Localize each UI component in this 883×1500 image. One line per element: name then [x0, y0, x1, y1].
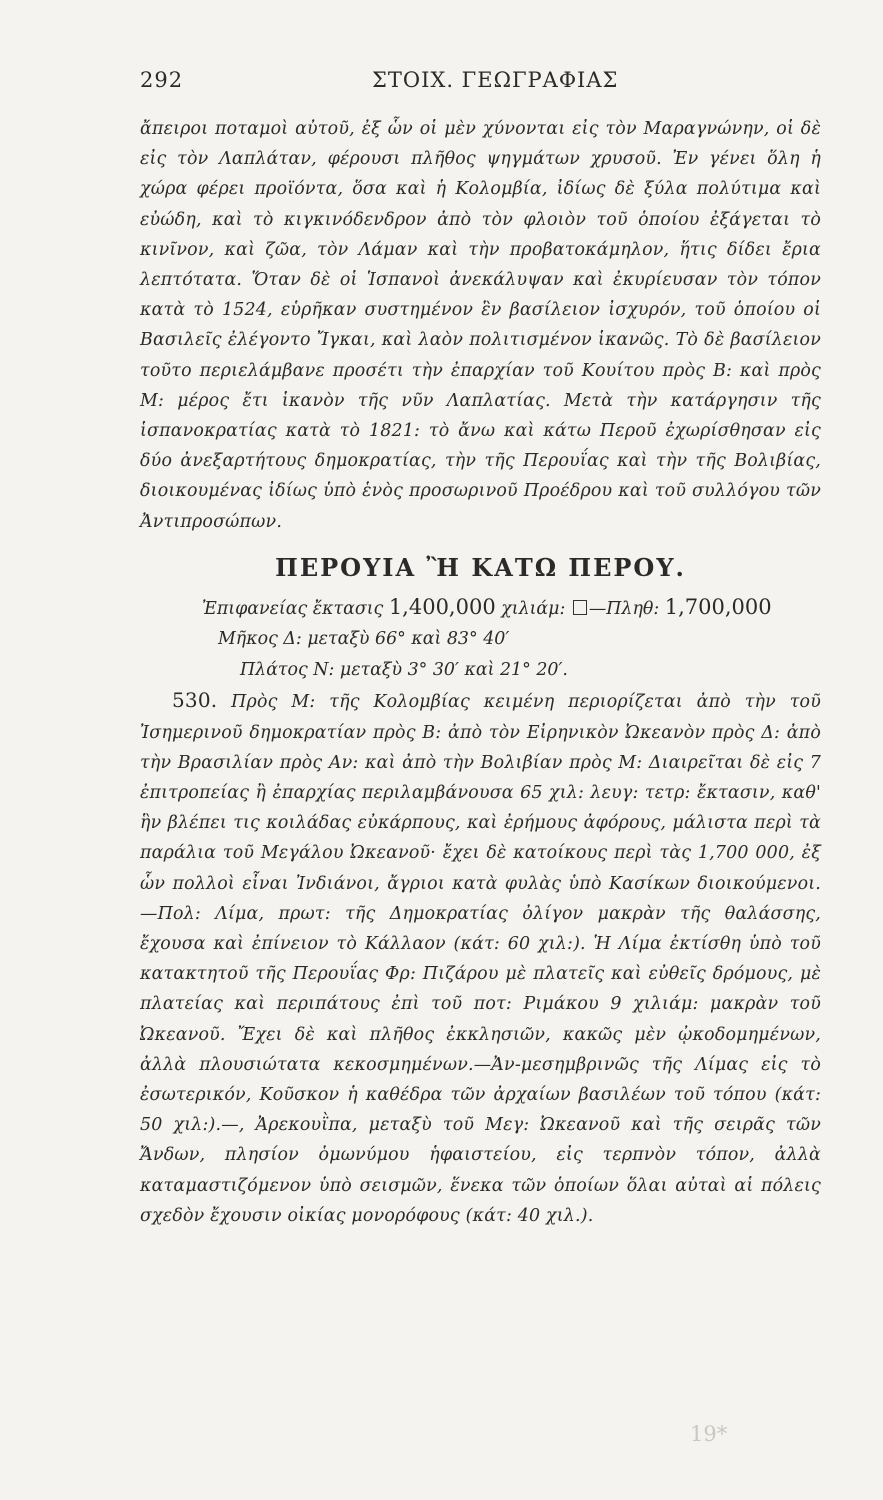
longitude-label: Μῆκος Δ: μεταξὺ [218, 629, 370, 650]
page-header [140, 68, 821, 92]
page-number: 292 [140, 68, 184, 92]
latitude-value: 3° 30′ καὶ 21° 20′. [407, 659, 568, 680]
area-value: 1,400,000 [388, 594, 496, 619]
square-symbol-icon [573, 600, 587, 615]
paragraph-2-number: 530. [172, 688, 218, 713]
population-label: —Πληθ: [588, 598, 660, 619]
stats-latitude-row [140, 655, 821, 686]
paragraph-1: ἄπειροι ποταμοὶ αὐτοῦ, ἐξ ὧν οἱ μὲν χύνονται εἰς τὸν Μαραγνώνην, οἱ δὲ εἰς τὸν Λαπλάταν, φέρουσι πλῆθος ψηγμάτων χρυσοῦ. Ἐν γένει ὅλη ἡ χώρα φέρει προϊόντα, ὅσα καὶ ἡ Κολομβία, ἰδίως δὲ ξύλα πολύτιμα καὶ εὐώδη, καὶ τὸ κιγκινόδενδρον ἀπὸ τὸν φλοιὸν τοῦ ὁποίου ἐξάγεται τὸ κινῖνον, καὶ ζῶα, τὸν Λάμαν καὶ τὴν προβατοκάμηλον, ἥτις δίδει ἔρια λεπτότατα. Ὅταν δὲ οἱ Ἱσπανοὶ ἀνεκάλυψαν καὶ ἐκυρίευσαν τὸν τόπον κατὰ τὸ 1524, εὑρῆκαν συστημένον ἓν βασίλειον ἰσχυρόν, τοῦ ὁποίου οἱ Βασιλεῖς ἐλέγοντο Ἴγκαι, καὶ λαὸν πολιτισμένον ἱκανῶς. Τὸ δὲ βασίλειον τοῦτο περιελάμβανε προσέτι τὴν ἐπαρχίαν τοῦ Κουίτου πρὸς Β: καὶ πρὸς Μ: μέρος ἔτι ἱκανὸν τῆς νῦν Λαπλατίας. Μετὰ τὴν κατάργησιν τῆς ἱσπανοκρατίας κατὰ τὸ 1821: τὸ ἄνω καὶ κάτω Περοῦ ἐχωρίσθησαν εἰς δύο ἀνεξαρτήτους δημοκρατίας, τὴν τῆς Περουΐας καὶ τὴν τῆς Βολιβίας, διοικουμένας ἰδίως ὑπὸ ἑνὸς προσωρινοῦ Προέδρου καὶ τοῦ συλλόγου τῶν Ἀντιπροσώπων. [140, 119, 821, 532]
country-stats [140, 592, 821, 686]
population-value: 1,700,000 [664, 594, 772, 619]
section-title: ΠΕΡΟΥΙΑ Ἢ ΚΑΤΩ ΠΕΡΟΥ. [275, 552, 686, 582]
stats-longitude-row [140, 624, 821, 655]
stats-area-row [140, 592, 821, 625]
running-title: ΣΤΟΙΧ. ΓΕΩΓΡΑΦΙΑΣ [372, 68, 619, 92]
latitude-label: Πλάτος Ν: μεταξὺ [240, 659, 403, 680]
area-unit: χιλιάμ: [501, 598, 566, 619]
signature-mark: 19* [690, 1422, 728, 1446]
longitude-value: 66° καὶ 83° 40′ [375, 629, 510, 650]
paragraph-2 [140, 685, 821, 1231]
paragraph-2-text: Πρὸς Μ: τῆς Κολομβίας κειμένη περιορίζεται ἀπὸ τὴν τοῦ Ἰσημερινοῦ δημοκρατίαν πρὸς Β: ἀπὸ τὸν Εἰρηνικὸν Ὠκεανὸν πρὸς Δ: ἀπὸ τὴν Βρασιλίαν πρὸς Αν: καὶ ἀπὸ τὴν Βολιβίαν πρὸς Μ: Διαιρεῖται δὲ εἰς 7 ἐπιτροπείας ἢ ἐπαρχίας περιλαμβάνουσα 65 χιλ: λευγ: τετρ: ἔκτασιν, καθ' ἣν βλέπει τις κοιλάδας εὐκάρπους, καὶ ἐρήμους ἀφόρους, μάλιστα περὶ τὰ παράλια τοῦ Μεγάλου Ὠκεανοῦ· ἔχει δὲ κατοίκους περὶ τὰς 1,700 000, ἐξ ὧν πολλοὶ εἶναι Ἰνδιάνοι, ἄγριοι κατὰ φυλὰς ὑπὸ Κασίκων διοικούμενοι.—Πολ: Λίμα, πρωτ: τῆς Δημοκρατίας ὀλίγον μακρὰν τῆς θαλάσσης, ἔχουσα καὶ ἐπίνειον τὸ Κάλλαον (κάτ: 60 χιλ:). Ἡ Λίμα ἐκτίσθη ὑπὸ τοῦ κατακτητοῦ τῆς Περουΐας Φρ: Πιζάρου μὲ πλατεῖς καὶ εὐθεῖς δρόμους, μὲ πλατείας καὶ περιπάτους ἐπὶ τοῦ ποτ: Ριμάκου 9 χιλιάμ: μακρὰν τοῦ Ὠκεανοῦ. Ἔχει δὲ καὶ πλῆθος ἐκκλησιῶν, κακῶς μὲν ᾠκοδομημένων, ἀλλὰ πλουσιώτατα κεκοσμημένων.—Ἀν-μεσημβρινῶς τῆς Λίμας εἰς τὸ ἐσωτερικόν, Κοῦσκον ἡ καθέδρα τῶν ἀρχαίων βασιλέων τοῦ τόπου (κάτ: 50 χιλ:).—, Ἀρεκουῒπα, μεταξὺ τοῦ Μεγ: Ὠκεανοῦ καὶ τῆς σειρᾶς τῶν Ἄνδων, πλησίον ὁμωνύμου ἡφαιστείου, εἰς τερπνὸν τόπον, ἀλλὰ καταμαστιζόμενον ὑπὸ σεισμῶν, ἕνεκα τῶν ὁποίων ὅλαι αὐταὶ αἱ πόλεις σχεδὸν ἔχουσιν οἰκίας μονορόφους (κάτ: 40 χιλ.). [140, 692, 821, 1226]
area-label: Ἐπιφανείας ἔκτασις [202, 598, 384, 619]
